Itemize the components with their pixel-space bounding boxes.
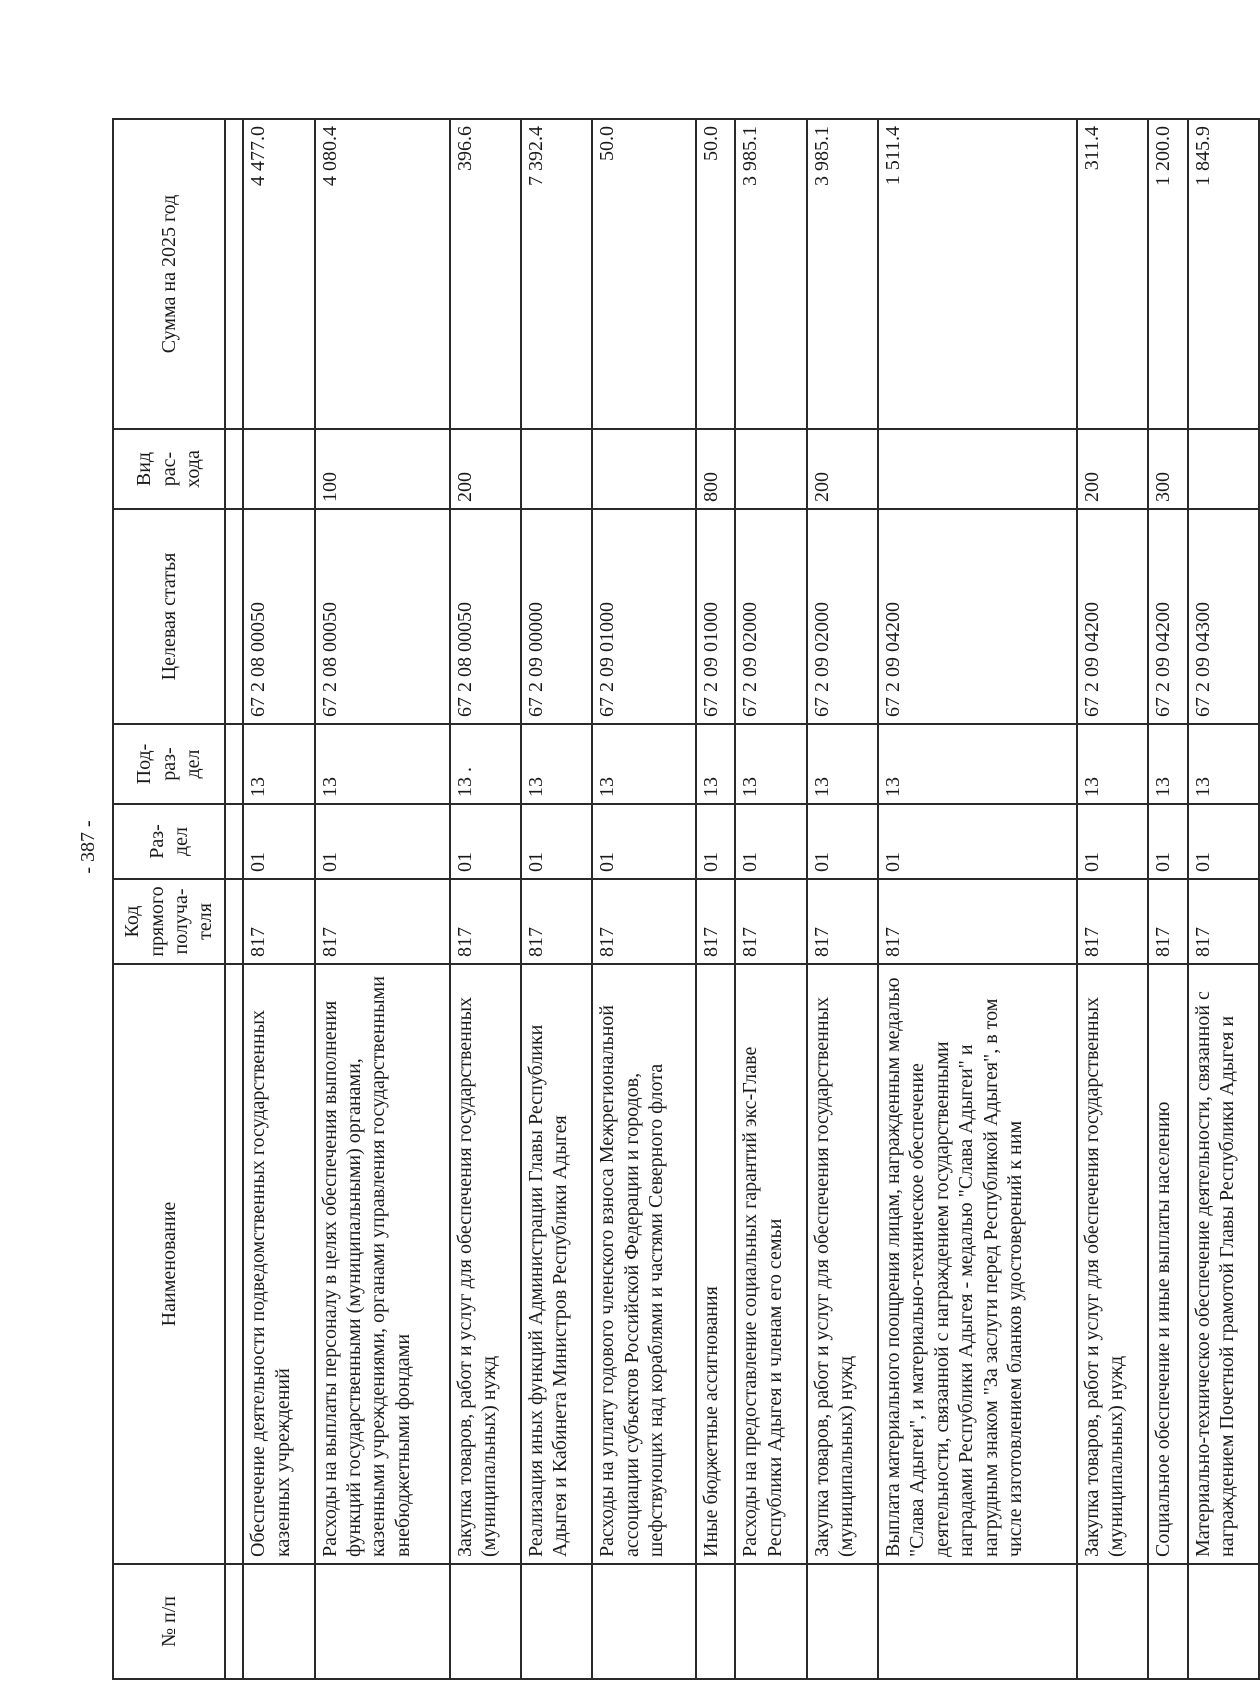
cell-podrazdel: 13 (696, 724, 736, 804)
cell-celevaya: 67 2 09 01000 (696, 509, 736, 724)
table-row (696, 119, 736, 1679)
cell-summa: 1 511.4 (878, 119, 1077, 429)
cell-summa: 3 985.1 (807, 119, 878, 429)
cell-vid: 300 (1148, 429, 1188, 509)
header-recipient: Код прямого получа- теля (113, 879, 225, 964)
cell-recipient: 817 (878, 879, 1077, 964)
header-summa: Сумма на 2025 год (113, 119, 225, 429)
table-row (735, 119, 806, 1679)
header-podrazdel: Под- раз- дел (113, 724, 225, 804)
cell-podrazdel: 13 (1188, 724, 1260, 804)
cell-podrazdel: 13 (878, 724, 1077, 804)
cell-no (1148, 1564, 1188, 1679)
cell-vid (592, 429, 695, 509)
cell-razdel: 01 (315, 804, 450, 879)
cell-celevaya: 67 2 09 04200 (878, 509, 1077, 724)
cell-name: Выплата материального поощрения лицам, награжденным медалью "Слава Адыгеи", и материально-техническое обеспечение деятельности, связанной с награждением государственными наградами Республики Адыгея - медалью "Слава Адыгеи" и нагрудным знаком "За заслуги перед Республикой Адыгея", в том числе изготовлением бланков удостоверений к ним (878, 964, 1077, 1564)
table-row (243, 119, 314, 1679)
cell-recipient: 817 (735, 879, 806, 964)
cell-name: Социальное обеспечение и иные выплаты населению (1148, 964, 1188, 1564)
cell-celevaya: 67 2 08 00050 (315, 509, 450, 724)
cell-vid: 200 (450, 429, 521, 509)
cell-no (450, 1564, 521, 1679)
cell-summa: 311.4 (1077, 119, 1148, 429)
table-row (1077, 119, 1148, 1679)
cell-summa: 4 477.0 (243, 119, 314, 429)
cell-podrazdel: 13 (1077, 724, 1148, 804)
table-row (1188, 119, 1260, 1679)
cell-vid: 800 (696, 429, 736, 509)
cell-recipient: 817 (315, 879, 450, 964)
cell-summa: 50.0 (696, 119, 736, 429)
table-row (592, 119, 695, 1679)
cell-razdel: 01 (592, 804, 695, 879)
cell-no (1077, 1564, 1148, 1679)
cell-vid (521, 429, 592, 509)
cell-no (696, 1564, 736, 1679)
cell-razdel: 01 (450, 804, 521, 879)
cell-podrazdel: 13 (807, 724, 878, 804)
cell-celevaya: 67 2 09 04300 (1188, 509, 1260, 724)
cell-name: Закупка товаров, работ и услуг для обеспечения государственных (муниципальных) нужд (450, 964, 521, 1564)
cell-celevaya: 67 2 08 00050 (243, 509, 314, 724)
cell-celevaya: 67 2 09 04200 (1148, 509, 1188, 724)
cell-recipient: 817 (450, 879, 521, 964)
cell-vid (243, 429, 314, 509)
table-row (315, 119, 450, 1679)
cell-vid (878, 429, 1077, 509)
cell-celevaya: 67 2 09 01000 (592, 509, 695, 724)
table-row (450, 119, 521, 1679)
budget-table (112, 118, 1260, 1680)
cell-summa: 1 200.0 (1148, 119, 1188, 429)
cell-recipient: 817 (592, 879, 695, 964)
cell-summa: 3 985.1 (735, 119, 806, 429)
cell-celevaya: 67 2 09 04200 (1077, 509, 1148, 724)
cell-name: Расходы на выплаты персоналу в целях обеспечения выполнения функций государственными (муниципальными) органами, казенными учреждениями, органами управления государственными внебюджетными фондами (315, 964, 450, 1564)
cell-name: Материально-техническое обеспечение деятельности, связанной с награждением Почетной грамотой Главы Республики Адыгея и (1188, 964, 1260, 1564)
cell-celevaya: 67 2 09 02000 (807, 509, 878, 724)
table-row (878, 119, 1077, 1679)
cell-summa: 4 080.4 (315, 119, 450, 429)
cell-recipient: 817 (1188, 879, 1260, 964)
header-celevaya: Целевая статья (113, 509, 225, 724)
cell-razdel: 01 (243, 804, 314, 879)
cell-no (807, 1564, 878, 1679)
cell-recipient: 817 (243, 879, 314, 964)
cell-recipient: 817 (807, 879, 878, 964)
cell-name: Иные бюджетные ассигнования (696, 964, 736, 1564)
cell-no (878, 1564, 1077, 1679)
cell-name: Расходы на уплату годового членского взноса Межрегиональной ассоциации субъектов Российской Федерации и городов, шефствующих над кораблями и частями Северного флота (592, 964, 695, 1564)
cell-razdel: 01 (521, 804, 592, 879)
page-number: - 387 - (76, 820, 99, 874)
cell-razdel: 01 (696, 804, 736, 879)
cell-celevaya: 67 2 09 02000 (735, 509, 806, 724)
cell-razdel: 01 (878, 804, 1077, 879)
cell-razdel: 01 (1077, 804, 1148, 879)
cell-podrazdel: 13 . (450, 724, 521, 804)
cell-summa: 396.6 (450, 119, 521, 429)
header-no: № п/п (113, 1564, 225, 1679)
cell-no (735, 1564, 806, 1679)
cell-recipient: 817 (521, 879, 592, 964)
cell-name: Закупка товаров, работ и услуг для обеспечения государственных (муниципальных) нужд (1077, 964, 1148, 1564)
cell-recipient: 817 (696, 879, 736, 964)
cell-name: Закупка товаров, работ и услуг для обеспечения государственных (муниципальных) нужд (807, 964, 878, 1564)
cell-podrazdel: 13 (592, 724, 695, 804)
cell-razdel: 01 (735, 804, 806, 879)
header-razdel: Раз- дел (113, 804, 225, 879)
cell-summa: 1 845.9 (1188, 119, 1260, 429)
cell-no (243, 1564, 314, 1679)
cell-celevaya: 67 2 09 00000 (521, 509, 592, 724)
cell-no (592, 1564, 695, 1679)
cell-celevaya: 67 2 08 00050 (450, 509, 521, 724)
cell-podrazdel: 13 (1148, 724, 1188, 804)
cell-no (315, 1564, 450, 1679)
cell-podrazdel: 13 (521, 724, 592, 804)
header-name: Наименование (113, 964, 225, 1564)
cell-vid (735, 429, 806, 509)
cell-name: Обеспечение деятельности подведомственных государственных казенных учреждений (243, 964, 314, 1564)
cell-razdel: 01 (1148, 804, 1188, 879)
cell-recipient: 817 (1077, 879, 1148, 964)
cell-vid (1188, 429, 1260, 509)
budget-table-container (112, 120, 1260, 1680)
cell-summa: 50.0 (592, 119, 695, 429)
table-spacer-row (225, 119, 243, 1679)
cell-vid: 200 (807, 429, 878, 509)
cell-podrazdel: 13 (315, 724, 450, 804)
cell-vid: 200 (1077, 429, 1148, 509)
cell-podrazdel: 13 (243, 724, 314, 804)
header-vid: Вид рас- хода (113, 429, 225, 509)
cell-no (521, 1564, 592, 1679)
cell-vid: 100 (315, 429, 450, 509)
cell-no (1188, 1564, 1260, 1679)
cell-recipient: 817 (1148, 879, 1188, 964)
table-header-row (113, 119, 225, 1679)
cell-name: Реализация иных функций Администрации Главы Республики Адыгея и Кабинета Министров Республики Адыгея (521, 964, 592, 1564)
table-row (521, 119, 592, 1679)
cell-name: Расходы на предоставление социальных гарантий экс-Главе Республики Адыгея и членам его семьи (735, 964, 806, 1564)
cell-razdel: 01 (1188, 804, 1260, 879)
cell-summa: 7 392.4 (521, 119, 592, 429)
cell-podrazdel: 13 (735, 724, 806, 804)
cell-razdel: 01 (807, 804, 878, 879)
table-row (1148, 119, 1188, 1679)
table-row (807, 119, 878, 1679)
